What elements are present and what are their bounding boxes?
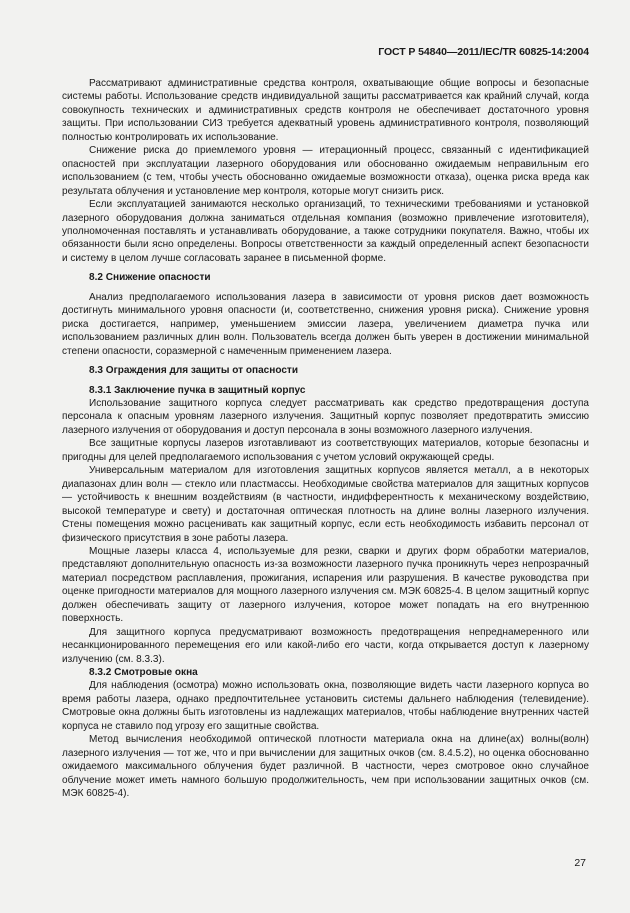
paragraph-risk-reduction: Снижение риска до приемлемого уровня — итерационный процесс, связанный с идентификацией опасностей при эксплуатации лазерного оборудования или обоснованно ожидаемым неправильным его использованием (с тем, чтобы учесть обоснованно ожидаемые возможности отказа), оценка риска вреда как результата облучения и установление мер контроля, которые могут снизить риск. xyxy=(62,145,589,197)
paragraph-admin-controls: Рассматривают административные средства контроля, охватывающие общие вопросы и безопасные системы работы. Использование средств индивидуальной защиты рассматривается как крайний случай, когда совокупность технических и административных средств контроля не обеспечивает достаточного уровня защиты. При использовании СИЗ требуется адекватный уровень административного контроля, позволяющий полностью контролировать их использование. xyxy=(62,78,589,143)
section-heading-8-2: 8.2 Снижение опасности xyxy=(89,272,211,284)
paragraph-enclosure-use: Использование защитного корпуса следует рассматривать как средство предотвращения доступа персонала к опасным уровням лазерного излучения. Защитный корпус позволяет предотвратить эмиссию лазерного излучения от оборудования и доступ персонала в зоны возможного лазерного излучения. xyxy=(62,397,589,436)
subsection-heading-8-3-1: 8.3.1 Заключение пучка в защитный корпус xyxy=(89,384,306,396)
paragraph-multiple-organizations: Если эксплуатацией занимаются несколько организаций, то техническими требованиями и установкой лазерного оборудования должна заниматься отдельная компания (возможно привлечение изготовителя), уполномоченная поставлять и устанавливать оборудование, а также сотрудники покупателя. Важно, чтобы их обязанности были ясно определены. Вопросы ответственности за каждый определенный аспект безопасности и систему в целом лучше согласовать заранее в письменной форме. xyxy=(62,199,589,264)
document-header-standard-code: ГОСТ Р 54840—2011/IEC/TR 60825-14:2004 xyxy=(378,46,589,58)
paragraph-optical-density: Метод вычисления необходимой оптической плотности материала окна на длине(ах) волны(волн) лазерного излучения — тот же, что и при вычислении для защитных очков (см. 8.4.5.2), но оценка обоснованно ожидаемого максимального облучения будет различной. В частности, через смотровое окно случайное облучение может иметь намного большую продолжительность, чем при использовании защитных очков (см. МЭК 60825-4). xyxy=(62,734,589,800)
document-body xyxy=(62,77,589,801)
subsection-heading-8-3-2: 8.3.2 Смотровые окна xyxy=(89,667,198,679)
section-heading-8-3: 8.3 Ограждения для защиты от опасности xyxy=(89,365,299,377)
paragraph-viewing-windows: Для наблюдения (осмотра) можно использовать окна, позволяющие видеть части лазерного корпуса во время работы лазера, однако предпочтительнее установить системы дальнего наблюдения (телевидение). Смотровые окна должны быть изготовлены из надлежащих материалов, чтобы наблюдение внутренних частей корпуса не ставило под угрозу его защитные свойства. xyxy=(62,680,589,732)
paragraph-hazard-reduction: Анализ предполагаемого использования лазера в зависимости от уровня рисков дает возможность достигнуть минимального уровня опасности (и, соответственно, снижения уровня риска). Снижение уровня риска достигается, например, уменьшением эмиссии лазера, увеличением диаметра пучка или использованием различных длин волн. Пользователь всегда должен быть уверен в достижении минимальной степени опасности, соразмерной с намеченным применением лазера. xyxy=(62,291,589,357)
paragraph-enclosure-materials: Все защитные корпусы лазеров изготавливают из соответствующих материалов, которые безопасны и пригодны для целей предполагаемого использования с учетом условий окружающей среды. xyxy=(62,438,589,463)
paragraph-class4-lasers: Мощные лазеры класса 4, используемые для резки, сварки и других форм обработки материалов, представляют дополнительную опасность из-за возможности лазерного пучка проникнуть через непрозрачный материал посредством расплавления, прожигания, испарения или разрушения. В качестве руководства при оценке пригодности материалов для мощного лазерного излучения см. МЭК 60825-4. В целом защитный корпус должен обеспечивать защиту от лазерного излучения, которое может попадать на его внутреннюю поверхность. xyxy=(62,545,589,625)
page-number: 27 xyxy=(574,857,586,869)
paragraph-universal-material: Универсальным материалом для изготовления защитных корпусов является металл, а в некоторых диапазонах длин волн — стекло или пластмассы. Необходимые свойства материалов для защитных корпусов — устойчивость к внешним воздействиям (в частности, индифферентность к механическому воздействию, высокой температуре и свету) и достаточная оптическая плотность на длине волны лазерного излучения. Стены помещения можно расценивать как защитный корпус, если есть необходимость избавить персонал от физического присутствия в зоне работы лазера. xyxy=(62,465,589,544)
paragraph-enclosure-interlock: Для защитного корпуса предусматривают возможность предотвращения непреднамеренного или несанкционированного перемещения его или какой-либо его части, когда открывается доступ к лазерному излучению (см. 8.3.3). xyxy=(62,626,589,665)
